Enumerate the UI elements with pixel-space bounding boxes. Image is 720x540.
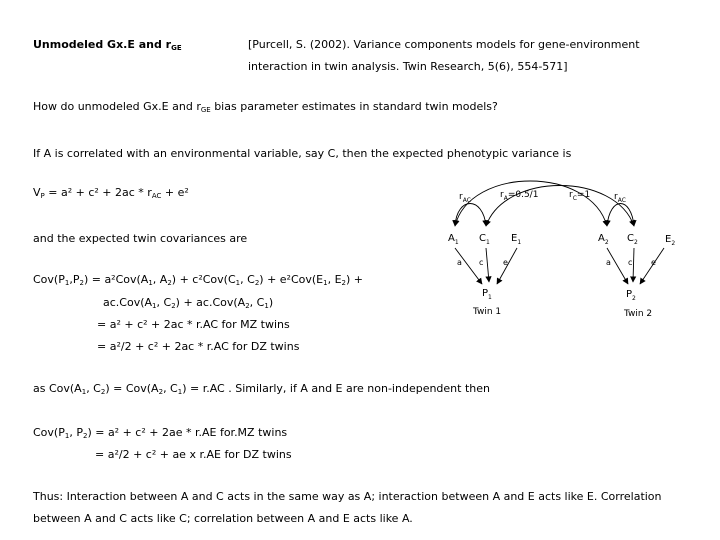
cov-intro-text: and the expected twin covariances are: [33, 232, 248, 245]
cov-formula-line-1: $Cov(P_1,P_2) = a^2Cov(A_1$, $A_2) + c^2Cov(C_1$, $C_2) + e^2Cov(E_1$, $E_2$) +: [33, 273, 364, 287]
path-label-c-twin2: c: [628, 258, 633, 267]
twin1-label: Twin 1: [473, 307, 502, 317]
twin2-label: Twin 2: [624, 309, 653, 319]
slide-title: Unmodeled Gx.E and $r_{GE}$: [33, 38, 182, 52]
dz-covariance-line: = a²/2 + c² + 2ac * r.AC for DZ twins: [97, 340, 300, 353]
citation-line-1: [Purcell, S. (2002). Variance components models for gene-environment: [248, 38, 640, 51]
path-label-e-twin1: e: [503, 258, 508, 267]
node-e2: $E_2$: [665, 234, 676, 247]
node-a1: $A_1$: [448, 233, 459, 246]
r-ac-right-label: $r_{AC}$: [614, 192, 626, 204]
path-label-c-twin1: c: [479, 258, 484, 267]
intro-text: If A is correlated with an environmental variable, say C, then the expected phenotypic variance is: [33, 147, 572, 160]
node-e1: $E_1$: [511, 233, 522, 246]
cov-formula-line-2: $ac.Cov(A_1$, $C_2) + ac.Cov(A_2$, $C_1$): [103, 296, 274, 310]
conclusion-line-1: Thus: Interaction between A and C acts in the same way as A; interaction between A and E acts like E. Correlation: [33, 490, 662, 503]
r-ac-twin2-arc: [607, 204, 634, 227]
r-c-label: $r_C=1$: [569, 190, 591, 202]
path-label-a-twin1: a: [457, 258, 462, 267]
node-c2: $C_2$: [627, 233, 638, 246]
path-label-e-twin2: e: [651, 258, 656, 267]
dz-ae-line: = a²/2 + c² + ae x r.AE for DZ twins: [95, 448, 292, 461]
path-c2-p2: [633, 248, 634, 282]
node-c1: $C_1$: [479, 233, 490, 246]
citation-line-2: interaction in twin analysis. Twin Research, 5(6), 554-571]: [248, 60, 568, 73]
path-label-a-twin2: a: [606, 258, 611, 267]
mz-covariance-line: = a² + c² + 2ac * r.AC for MZ twins: [97, 318, 290, 331]
node-p2: $P_2$: [626, 289, 636, 302]
conclusion-line-2: between A and C acts like C; correlation between A and E acts like A.: [33, 512, 413, 525]
node-a2: $A_2$: [598, 233, 609, 246]
vp-formula: $V_P = a^2 + c^2 + 2ac * r_{AC} + e^2$: [33, 186, 189, 200]
node-p1: $P_1$: [482, 288, 492, 301]
cov-ae-line: $Cov(P_1$, $P_2) = a^2 + c^2 + 2ae * r.AE$ for.MZ twins: [33, 426, 288, 440]
as-cov-line: as $Cov(A_1$, $C_2) = Cov(A_2$, $C_1) = r.AC$ . Similarly, if A and E are non-independent then: [33, 382, 490, 396]
r-ac-left-label: $r_{AC}$: [459, 192, 471, 204]
question-text: How do unmodeled Gx.E and $r_{GE}$ bias parameter estimates in standard twin models?: [33, 100, 498, 114]
r-a-label: $r_A=0.5/1$: [500, 190, 539, 202]
path-c1-p1: [486, 248, 489, 282]
